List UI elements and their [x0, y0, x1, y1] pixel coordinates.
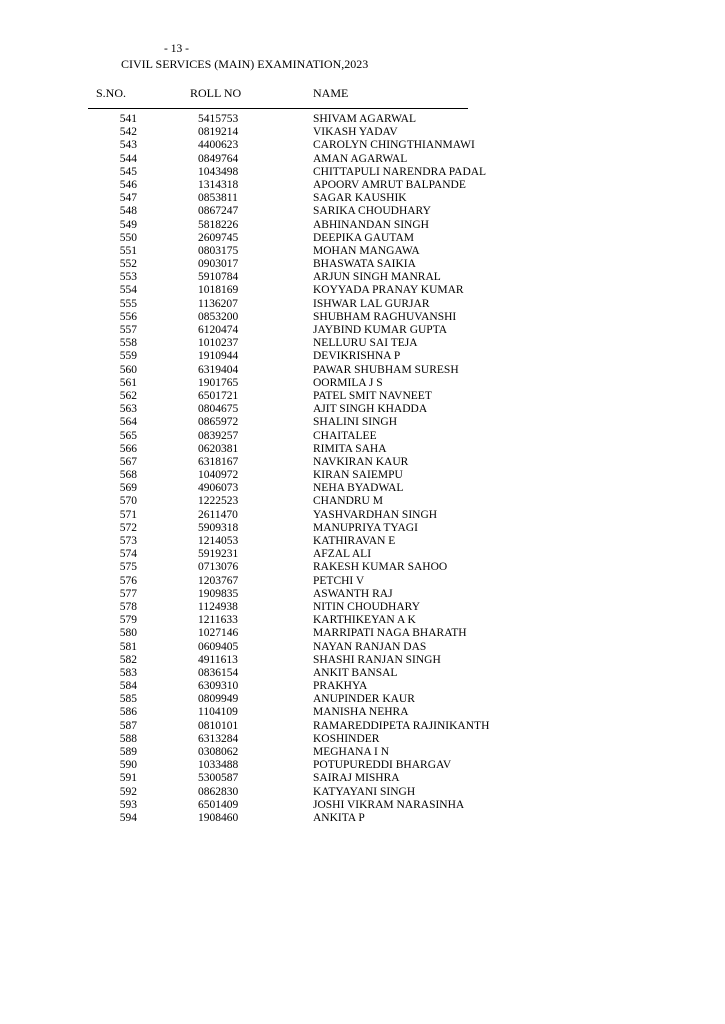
roll-number-cell: 5909318: [198, 521, 239, 534]
serial-number-cell: 557: [119, 324, 137, 336]
serial-number-cell: 541: [119, 113, 137, 125]
serial-number-cell: 585: [119, 693, 137, 706]
table-row: [0, 522, 725, 535]
serial-number-cell: 550: [119, 231, 137, 244]
serial-number-cell: 554: [119, 284, 137, 297]
roll-number-cell: 6319404: [198, 363, 239, 376]
table-row: [0, 113, 725, 126]
candidate-name-cell: KOSHINDER: [313, 732, 380, 745]
table-row: [0, 746, 725, 759]
table-row: [0, 403, 725, 416]
roll-number-cell: 0903017: [198, 258, 239, 271]
roll-number-cell: 1136207: [198, 297, 238, 310]
candidate-name-cell: MANUPRIYA TYAGI: [313, 521, 418, 534]
table-row: [0, 284, 725, 297]
candidate-name-cell: BHASWATA SAIKIA: [313, 258, 416, 271]
table-row: [0, 166, 725, 179]
roll-number-cell: 0849764: [198, 152, 239, 165]
table-row: [0, 139, 725, 152]
roll-number-cell: 1104109: [198, 706, 238, 719]
table-row: [0, 614, 725, 627]
candidate-name-cell: YASHVARDHAN SINGH: [313, 508, 438, 521]
candidate-name-cell: SHASHI RANJAN SINGH: [313, 653, 441, 666]
candidate-name-cell: SHUBHAM RAGHUVANSHI: [313, 310, 457, 323]
roll-number-cell: 1033488: [198, 759, 239, 772]
table-row: [0, 192, 725, 205]
serial-number-cell: 567: [119, 455, 137, 468]
roll-number-cell: 4400623: [198, 139, 239, 152]
serial-number-cell: 542: [119, 126, 137, 139]
candidate-name-cell: MANISHA NEHRA: [313, 706, 409, 719]
roll-number-cell: 0804675: [198, 403, 239, 416]
candidate-name-cell: ABHINANDAN SINGH: [313, 218, 429, 231]
candidate-name-cell: NAVKIRAN KAUR: [313, 455, 409, 468]
serial-number-cell: 563: [119, 403, 137, 416]
candidate-name-cell: KARTHIKEYAN A K: [313, 614, 416, 627]
column-header-roll-no: ROLL NO: [190, 86, 242, 100]
roll-number-cell: 2611470: [198, 508, 238, 521]
candidate-name-cell: CHAITALEE: [313, 429, 377, 442]
candidate-name-cell: SHALINI SINGH: [313, 416, 398, 429]
candidate-name-cell: MOHAN MANGAWA: [313, 244, 420, 257]
roll-number-cell: 0308062: [198, 746, 239, 758]
roll-number-cell: 1222523: [198, 495, 239, 508]
table-row: [0, 364, 725, 377]
roll-number-cell: 0620381: [198, 442, 239, 455]
serial-number-cell: 582: [119, 653, 137, 666]
roll-number-cell: 1908460: [198, 811, 239, 824]
table-row: [0, 641, 725, 654]
candidate-name-cell: ANUPINDER KAUR: [313, 693, 415, 706]
roll-number-cell: 2609745: [198, 231, 239, 244]
roll-number-cell: 1203767: [198, 574, 239, 587]
serial-number-cell: 590: [119, 759, 137, 772]
serial-number-cell: 589: [119, 746, 137, 758]
table-row: [0, 627, 725, 640]
serial-number-cell: 586: [119, 706, 137, 719]
column-header-sno: S.NO.: [96, 86, 127, 100]
table-row: [0, 786, 725, 799]
table-row: [0, 350, 725, 363]
serial-number-cell: 569: [119, 482, 137, 495]
roll-number-cell: 1010237: [198, 337, 239, 350]
roll-number-cell: 0862830: [198, 785, 239, 798]
page-number: - 13 -: [164, 43, 189, 55]
candidate-name-cell: JOSHI VIKRAM NARASINHA: [313, 798, 465, 811]
roll-number-cell: 6313284: [198, 732, 239, 745]
column-header-name: NAME: [313, 86, 349, 100]
serial-number-cell: 545: [119, 165, 137, 178]
serial-number-cell: 553: [119, 271, 137, 284]
table-row: [0, 153, 725, 166]
roll-number-cell: 5910784: [198, 271, 239, 284]
table-row: [0, 575, 725, 588]
candidate-name-cell: KATYAYANI SINGH: [313, 785, 416, 798]
table-row: [0, 469, 725, 482]
candidate-name-cell: POTUPUREDDI BHARGAV: [313, 759, 452, 772]
candidate-name-cell: RAKESH KUMAR SAHOO: [313, 561, 448, 574]
roll-number-cell: 1211633: [198, 614, 238, 627]
serial-number-cell: 574: [119, 548, 137, 561]
candidate-name-cell: ANKIT BANSAL: [313, 666, 398, 679]
roll-number-cell: 6309310: [198, 680, 239, 693]
serial-number-cell: 546: [119, 178, 137, 191]
candidate-name-cell: CHANDRU M: [313, 495, 383, 508]
serial-number-cell: 559: [119, 350, 137, 363]
roll-number-cell: 0609405: [198, 640, 239, 653]
table-row: [0, 535, 725, 548]
serial-number-cell: 581: [119, 640, 137, 653]
candidate-name-cell: MARRIPATI NAGA BHARATH: [313, 627, 467, 640]
table-row: [0, 311, 725, 324]
serial-number-cell: 573: [119, 535, 137, 547]
table-row: [0, 654, 725, 667]
serial-number-cell: 549: [119, 218, 137, 231]
candidate-name-cell: PETCHI V: [313, 574, 365, 587]
roll-number-cell: 6120474: [198, 324, 239, 336]
table-row: [0, 416, 725, 429]
roll-number-cell: 0867247: [198, 205, 239, 218]
serial-number-cell: 577: [119, 587, 137, 600]
candidate-name-cell: KATHIRAVAN E: [313, 535, 396, 547]
serial-number-cell: 570: [119, 495, 137, 508]
serial-number-cell: 564: [119, 416, 137, 429]
candidate-name-cell: ARJUN SINGH MANRAL: [313, 271, 441, 284]
serial-number-cell: 572: [119, 521, 137, 534]
candidate-name-cell: CHITTAPULI NARENDRA PADAL: [313, 165, 487, 178]
serial-number-cell: 560: [119, 363, 137, 376]
candidate-name-cell: ISHWAR LAL GURJAR: [313, 297, 430, 310]
table-row: [0, 693, 725, 706]
serial-number-cell: 591: [119, 772, 137, 785]
table-row: [0, 390, 725, 403]
candidate-name-cell: PATEL SMIT NAVNEET: [313, 389, 432, 402]
candidate-name-cell: AMAN AGARWAL: [313, 152, 408, 165]
serial-number-cell: 594: [119, 811, 137, 824]
table-row: [0, 733, 725, 746]
serial-number-cell: 584: [119, 680, 137, 693]
candidate-name-cell: SHIVAM AGARWAL: [313, 113, 416, 125]
serial-number-cell: 575: [119, 561, 137, 574]
candidate-name-cell: CAROLYN CHINGTHIANMAWI: [313, 139, 475, 152]
roll-number-cell: 0865972: [198, 416, 239, 429]
candidate-name-cell: NELLURU SAI TEJA: [313, 337, 418, 350]
candidate-name-cell: DEVIKRISHNA P: [313, 350, 401, 363]
candidate-name-cell: VIKASH YADAV: [313, 126, 398, 139]
candidate-name-cell: RIMITA SAHA: [313, 442, 387, 455]
table-row: [0, 482, 725, 495]
serial-number-cell: 593: [119, 798, 137, 811]
table-row: [0, 509, 725, 522]
roll-number-cell: 0836154: [198, 666, 239, 679]
roll-number-cell: 1040972: [198, 469, 239, 482]
table-row: [0, 799, 725, 812]
table-row: [0, 772, 725, 785]
roll-number-cell: 0853811: [198, 192, 238, 205]
serial-number-cell: 568: [119, 469, 137, 482]
table-row: [0, 680, 725, 693]
roll-number-cell: 5300587: [198, 772, 239, 785]
serial-number-cell: 558: [119, 337, 137, 350]
candidate-name-cell: ANKITA P: [313, 811, 365, 824]
serial-number-cell: 561: [119, 376, 137, 389]
table-row: [0, 430, 725, 443]
candidate-name-cell: OORMILA J S: [313, 376, 383, 389]
table-row: [0, 258, 725, 271]
table-row: [0, 812, 725, 825]
roll-number-cell: 4906073: [198, 482, 239, 495]
roll-number-cell: 1214053: [198, 535, 239, 547]
roll-number-cell: 1018169: [198, 284, 239, 297]
serial-number-cell: 552: [119, 258, 137, 271]
candidate-name-cell: KIRAN SAIEMPU: [313, 469, 403, 482]
serial-number-cell: 547: [119, 192, 137, 205]
roll-number-cell: 0810101: [198, 719, 239, 732]
roll-number-cell: 5818226: [198, 218, 239, 231]
results-table: [0, 113, 725, 825]
table-row: [0, 337, 725, 350]
table-row: [0, 759, 725, 772]
table-row: [0, 561, 725, 574]
serial-number-cell: 565: [119, 429, 137, 442]
roll-number-cell: 6318167: [198, 455, 239, 468]
table-row: [0, 298, 725, 311]
candidate-name-cell: PRAKHYA: [313, 680, 368, 693]
table-row: [0, 456, 725, 469]
serial-number-cell: 562: [119, 389, 137, 402]
roll-number-cell: 5919231: [198, 548, 239, 561]
header-divider: [88, 108, 468, 109]
table-row: [0, 495, 725, 508]
table-row: [0, 601, 725, 614]
table-row: [0, 205, 725, 218]
table-row: [0, 179, 725, 192]
candidate-name-cell: AJIT SINGH KHADDA: [313, 403, 428, 416]
table-row: [0, 271, 725, 284]
roll-number-cell: 1901765: [198, 376, 239, 389]
candidate-name-cell: PAWAR SHUBHAM SURESH: [313, 363, 459, 376]
serial-number-cell: 556: [119, 310, 137, 323]
roll-number-cell: 4911613: [198, 653, 238, 666]
serial-number-cell: 543: [119, 139, 137, 152]
table-row: [0, 667, 725, 680]
roll-number-cell: 1910944: [198, 350, 239, 363]
candidate-name-cell: SAIRAJ MISHRA: [313, 772, 400, 785]
candidate-name-cell: SAGAR KAUSHIK: [313, 192, 407, 205]
candidate-name-cell: DEEPIKA GAUTAM: [313, 231, 414, 244]
roll-number-cell: 5415753: [198, 113, 239, 125]
candidate-name-cell: AFZAL ALI: [313, 548, 372, 561]
exam-title: CIVIL SERVICES (MAIN) EXAMINATION,2023: [121, 57, 369, 71]
roll-number-cell: 1043498: [198, 165, 239, 178]
roll-number-cell: 0839257: [198, 429, 239, 442]
serial-number-cell: 576: [119, 574, 137, 587]
table-row: [0, 126, 725, 139]
candidate-name-cell: MEGHANA I N: [313, 746, 390, 758]
serial-number-cell: 578: [119, 600, 137, 613]
serial-number-cell: 588: [119, 732, 137, 745]
roll-number-cell: 6501409: [198, 798, 239, 811]
table-row: [0, 548, 725, 561]
roll-number-cell: 1027146: [198, 627, 239, 640]
serial-number-cell: 566: [119, 442, 137, 455]
table-row: [0, 706, 725, 719]
roll-number-cell: 0803175: [198, 244, 239, 257]
candidate-name-cell: KOYYADA PRANAY KUMAR: [313, 284, 464, 297]
roll-number-cell: 1909835: [198, 587, 239, 600]
table-row: [0, 588, 725, 601]
candidate-name-cell: SARIKA CHOUDHARY: [313, 205, 431, 218]
candidate-name-cell: JAYBIND KUMAR GUPTA: [313, 324, 448, 336]
serial-number-cell: 548: [119, 205, 137, 218]
roll-number-cell: 1124938: [198, 600, 238, 613]
roll-number-cell: 0713076: [198, 561, 239, 574]
candidate-name-cell: APOORV AMRUT BALPANDE: [313, 178, 466, 191]
table-row: [0, 443, 725, 456]
roll-number-cell: 0853200: [198, 310, 239, 323]
serial-number-cell: 580: [119, 627, 137, 640]
serial-number-cell: 555: [119, 297, 137, 310]
candidate-name-cell: ASWANTH RAJ: [313, 587, 393, 600]
roll-number-cell: 0819214: [198, 126, 239, 139]
table-row: [0, 219, 725, 232]
serial-number-cell: 551: [119, 244, 137, 257]
table-row: [0, 720, 725, 733]
serial-number-cell: 592: [119, 785, 137, 798]
serial-number-cell: 571: [119, 508, 137, 521]
candidate-name-cell: NEHA BYADWAL: [313, 482, 404, 495]
serial-number-cell: 583: [119, 666, 137, 679]
table-row: [0, 324, 725, 337]
candidate-name-cell: NAYAN RANJAN DAS: [313, 640, 427, 653]
roll-number-cell: 6501721: [198, 389, 239, 402]
serial-number-cell: 579: [119, 614, 137, 627]
table-row: [0, 377, 725, 390]
roll-number-cell: 0809949: [198, 693, 239, 706]
serial-number-cell: 544: [119, 152, 137, 165]
table-row: [0, 232, 725, 245]
candidate-name-cell: NITIN CHOUDHARY: [313, 600, 421, 613]
candidate-name-cell: RAMAREDDIPETA RAJINIKANTH: [313, 719, 490, 732]
serial-number-cell: 587: [119, 719, 137, 732]
table-row: [0, 245, 725, 258]
roll-number-cell: 1314318: [198, 178, 239, 191]
